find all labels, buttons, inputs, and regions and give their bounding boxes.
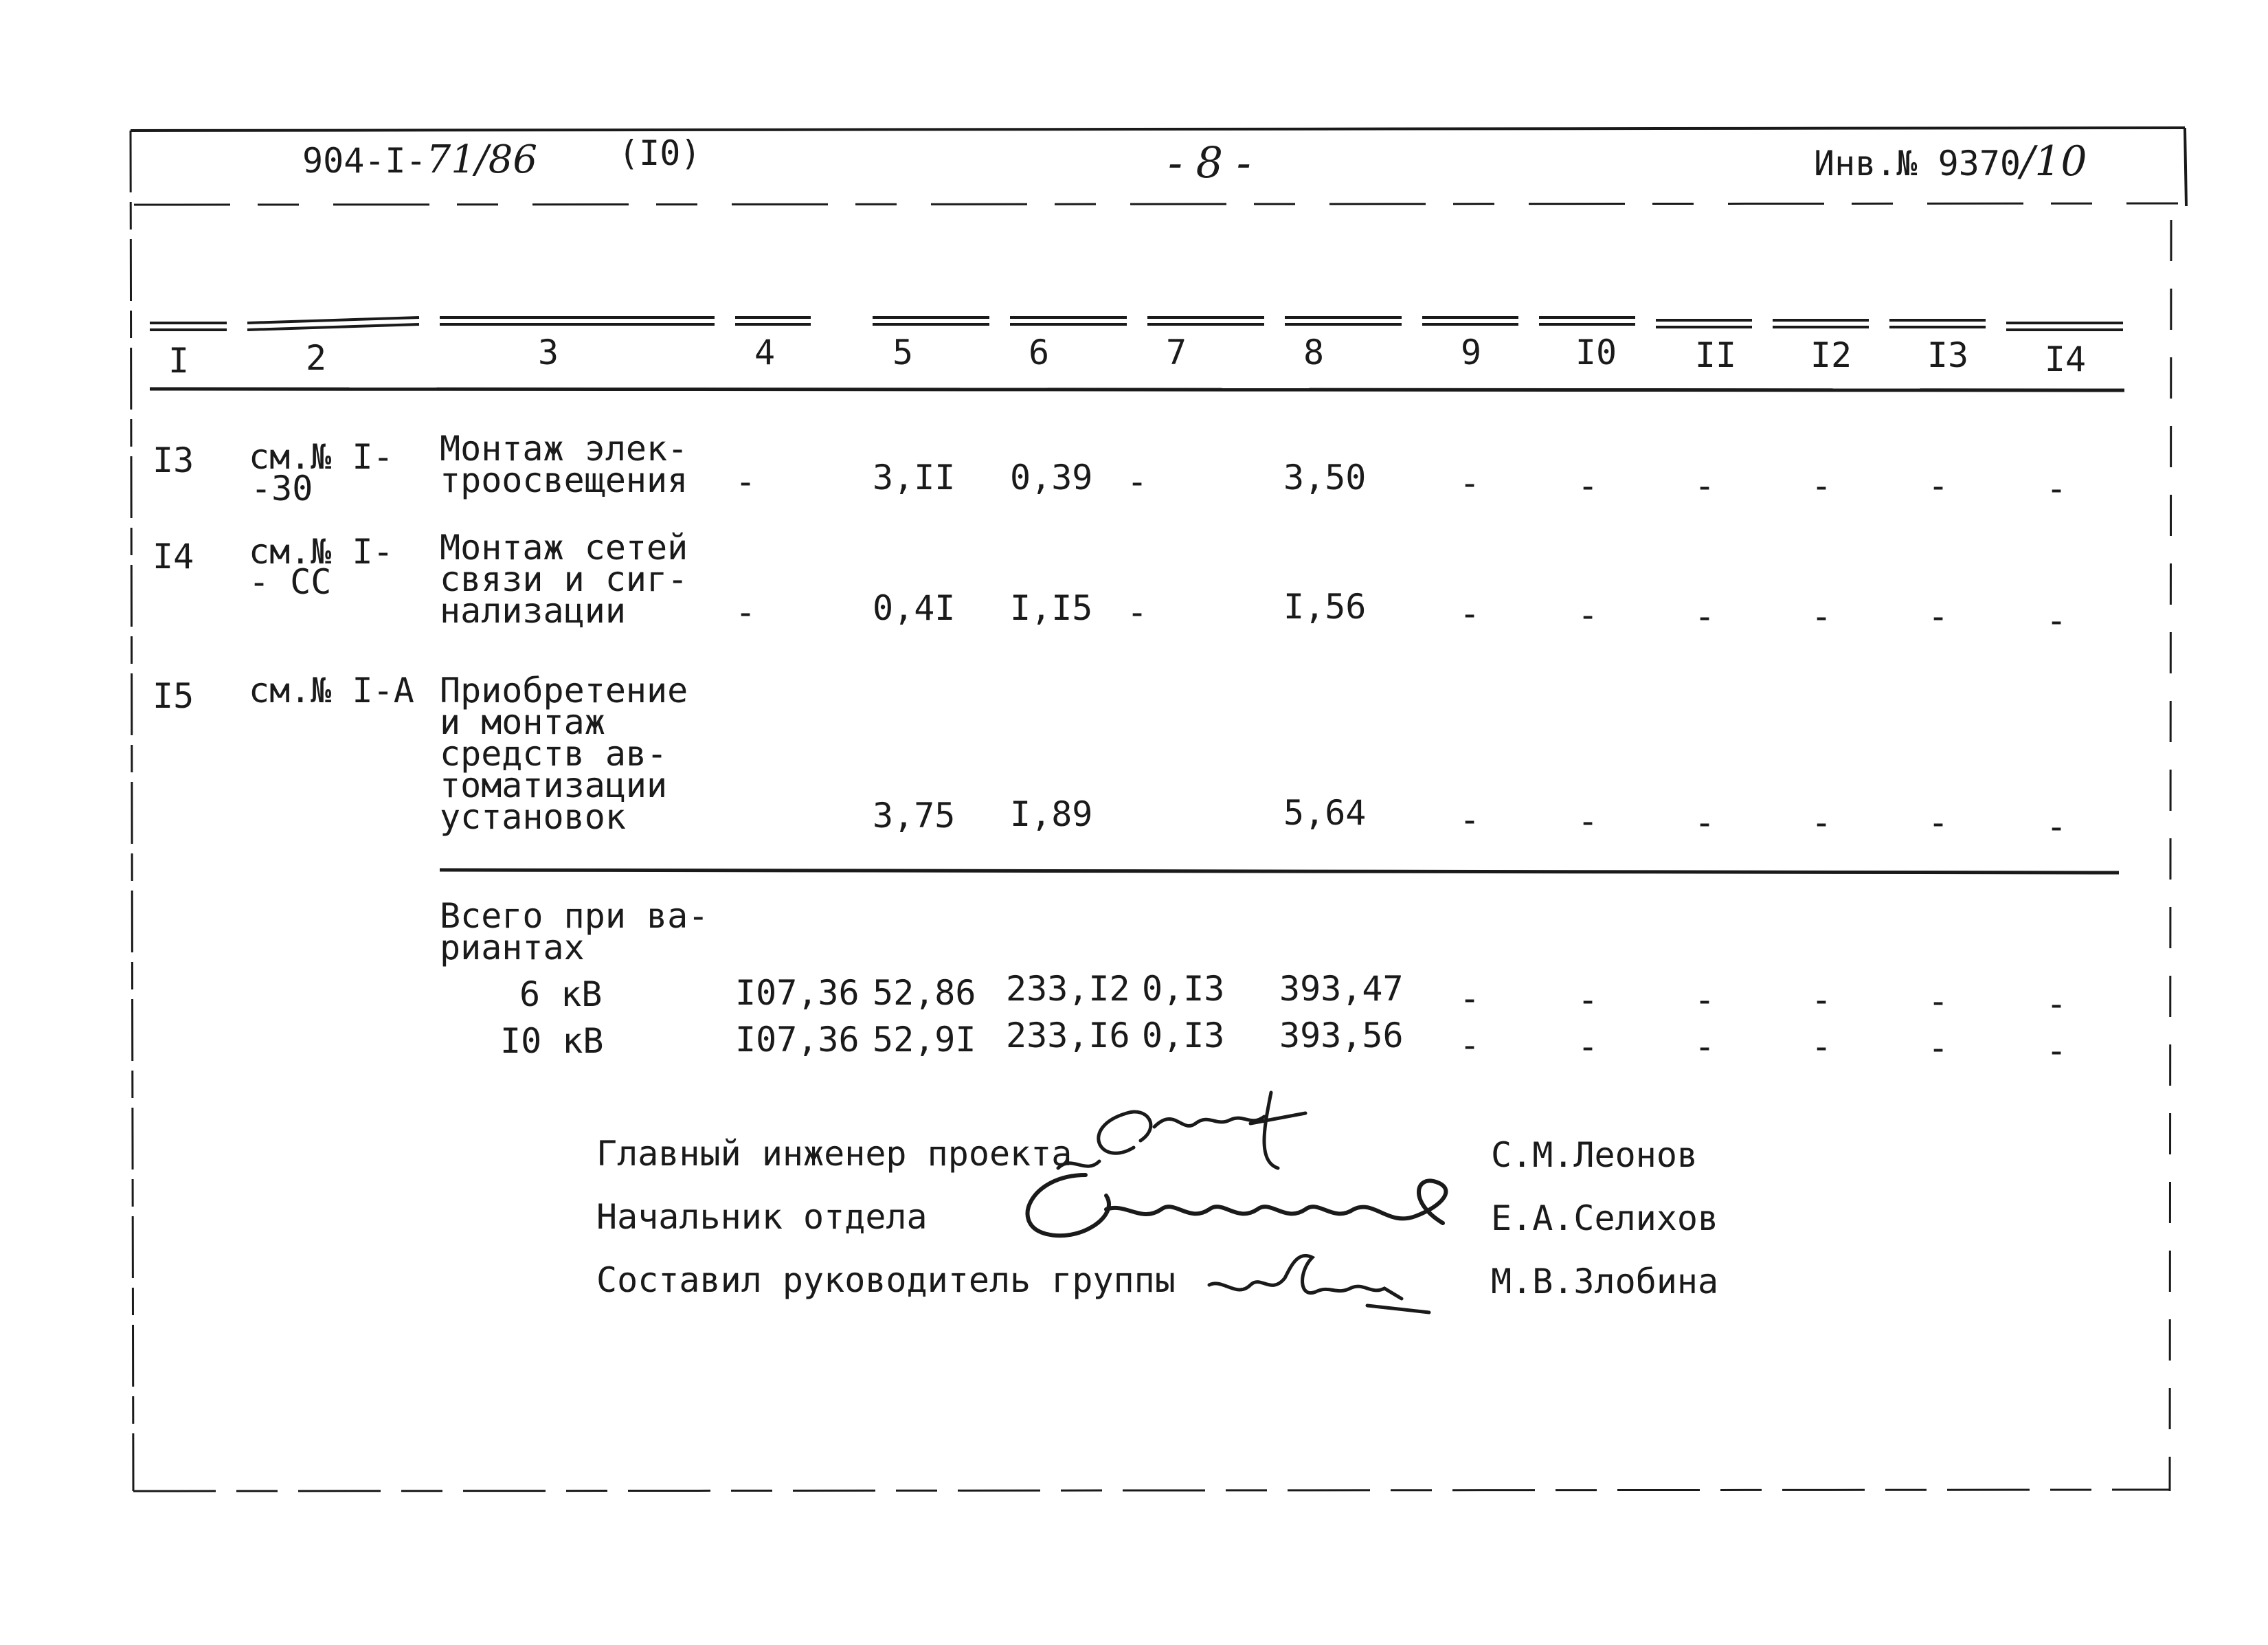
cell-col13: - <box>1928 596 1949 636</box>
column-number: 4 <box>754 333 776 372</box>
document-code <box>302 137 538 182</box>
cell-col6: 0,39 <box>1010 458 1093 497</box>
inventory-number <box>1814 137 2087 186</box>
cell-col7: 0,I3 <box>1142 1016 1225 1055</box>
reference-line-2: -30 <box>251 469 313 508</box>
column-number: 6 <box>1028 333 1050 372</box>
cell-col8: 5,64 <box>1283 793 1367 833</box>
cell-col12: - <box>1811 596 1832 636</box>
cell-col6: 233,I2 <box>1006 969 1130 1009</box>
column-number: I4 <box>2044 339 2087 379</box>
cell-col8: 393,47 <box>1279 969 1404 1009</box>
totals-label-line: Всего при ва- <box>440 896 709 936</box>
column-number: II <box>1694 335 1737 375</box>
cell-col5: 52,9I <box>873 1020 976 1060</box>
cell-col4: - <box>735 462 756 502</box>
work-name-line: Монтаж элек- <box>440 429 688 469</box>
cell-col14: - <box>2046 984 2067 1024</box>
totals-label-line: риантах <box>440 928 585 967</box>
reference-line-2: - СС <box>249 562 332 602</box>
document-code-printed: 904-I- <box>302 141 427 181</box>
cell-col10: - <box>1578 1027 1599 1066</box>
cell-col7: - <box>1127 592 1148 632</box>
cell-col9: - <box>1459 800 1481 840</box>
cell-col4: I07,36 <box>735 973 860 1013</box>
section-number: (I0) <box>618 133 701 173</box>
work-name-line: Приобретение <box>440 671 688 710</box>
cell-col11: - <box>1694 596 1716 636</box>
cell-col6: 233,I6 <box>1006 1016 1130 1055</box>
cell-col5: 0,4I <box>873 588 956 628</box>
cell-col11: - <box>1694 1027 1716 1066</box>
cell-col7: - <box>1127 462 1148 502</box>
variant-label: I0 кВ <box>500 1021 604 1061</box>
signatory-name: М.В.Злобина <box>1491 1262 1719 1301</box>
work-name-line: томатизации <box>440 765 668 805</box>
cell-col9: - <box>1459 1025 1481 1065</box>
document-code-handwritten: 71/86 <box>426 137 538 182</box>
cell-col4: I07,36 <box>735 1020 860 1060</box>
cell-col14: - <box>2046 469 2067 508</box>
cell-col6: I,I5 <box>1010 588 1093 628</box>
cell-col5: 3,75 <box>873 796 956 836</box>
column-number: I0 <box>1575 333 1617 372</box>
cell-col14: - <box>2046 1031 2067 1071</box>
cell-col13: - <box>1928 1028 1949 1068</box>
cell-col5: 3,II <box>873 458 956 497</box>
cell-col10: - <box>1578 466 1599 506</box>
cell-col13: - <box>1928 466 1949 506</box>
column-number: 9 <box>1460 333 1482 372</box>
cell-col4: - <box>735 592 756 632</box>
cell-col8: I,56 <box>1283 587 1367 627</box>
work-name-line: троосвещения <box>440 460 688 500</box>
cell-col11: - <box>1694 466 1716 506</box>
cell-col12: - <box>1811 980 1832 1020</box>
column-number: I3 <box>1927 335 1969 375</box>
signatory-role: Начальник отдела <box>596 1197 928 1237</box>
cell-col10: - <box>1578 980 1599 1020</box>
cell-col10: - <box>1578 595 1599 635</box>
cell-col8: 3,50 <box>1283 458 1367 497</box>
page-number: - 8 - <box>1168 137 1251 188</box>
cell-col9: - <box>1459 594 1481 634</box>
signatory-name: Е.А.Селихов <box>1491 1198 1719 1238</box>
cell-col13: - <box>1928 803 1949 842</box>
column-number: 2 <box>305 338 327 378</box>
work-name-line: нализации <box>440 591 626 631</box>
cell-col13: - <box>1928 981 1949 1021</box>
row-number: I4 <box>153 537 194 577</box>
signatory-name: С.М.Леонов <box>1491 1135 1698 1175</box>
column-number: 5 <box>892 333 914 372</box>
cell-col9: - <box>1459 978 1481 1018</box>
column-number: I <box>168 341 190 381</box>
cell-col6: I,89 <box>1010 794 1093 834</box>
cell-col12: - <box>1811 466 1832 506</box>
reference-line-1: см.№ I- <box>249 437 394 477</box>
variant-label: 6 кВ <box>519 974 603 1014</box>
cell-col9: - <box>1459 463 1481 503</box>
cell-col14: - <box>2046 807 2067 847</box>
reference-line-1: см.№ I-А <box>249 671 414 710</box>
cell-col5: 52,86 <box>873 973 976 1013</box>
inventory-suffix: /10 <box>2021 137 2087 186</box>
work-name-line: Монтаж сетей <box>440 528 688 568</box>
cell-col12: - <box>1811 1027 1832 1066</box>
signature-group-leader <box>1195 1237 1443 1326</box>
cell-col7: 0,I3 <box>1142 969 1225 1009</box>
cell-col8: 393,56 <box>1279 1016 1404 1055</box>
column-number: 7 <box>1165 333 1187 372</box>
signatory-role: Главный инженер проекта <box>596 1134 1073 1174</box>
cell-col11: - <box>1694 803 1716 842</box>
cell-col12: - <box>1811 803 1832 842</box>
column-number: I2 <box>1810 335 1852 375</box>
reference-line-1: см.№ I- <box>249 532 394 572</box>
row-number: I3 <box>153 440 194 480</box>
signatory-role: Составил руководитель группы <box>596 1260 1176 1300</box>
inventory-label: Инв.№ 9370 <box>1814 144 2021 183</box>
work-name-line: и монтаж <box>440 702 605 742</box>
work-name-line: средств ав- <box>440 734 668 774</box>
column-number: 8 <box>1303 333 1325 372</box>
cell-col11: - <box>1694 980 1716 1020</box>
work-name-line: связи и сиг- <box>440 559 688 599</box>
cell-col14: - <box>2046 601 2067 640</box>
row-number: I5 <box>153 676 194 716</box>
column-number: 3 <box>537 333 559 372</box>
cell-col10: - <box>1578 801 1599 841</box>
work-name-line: установок <box>440 797 626 837</box>
